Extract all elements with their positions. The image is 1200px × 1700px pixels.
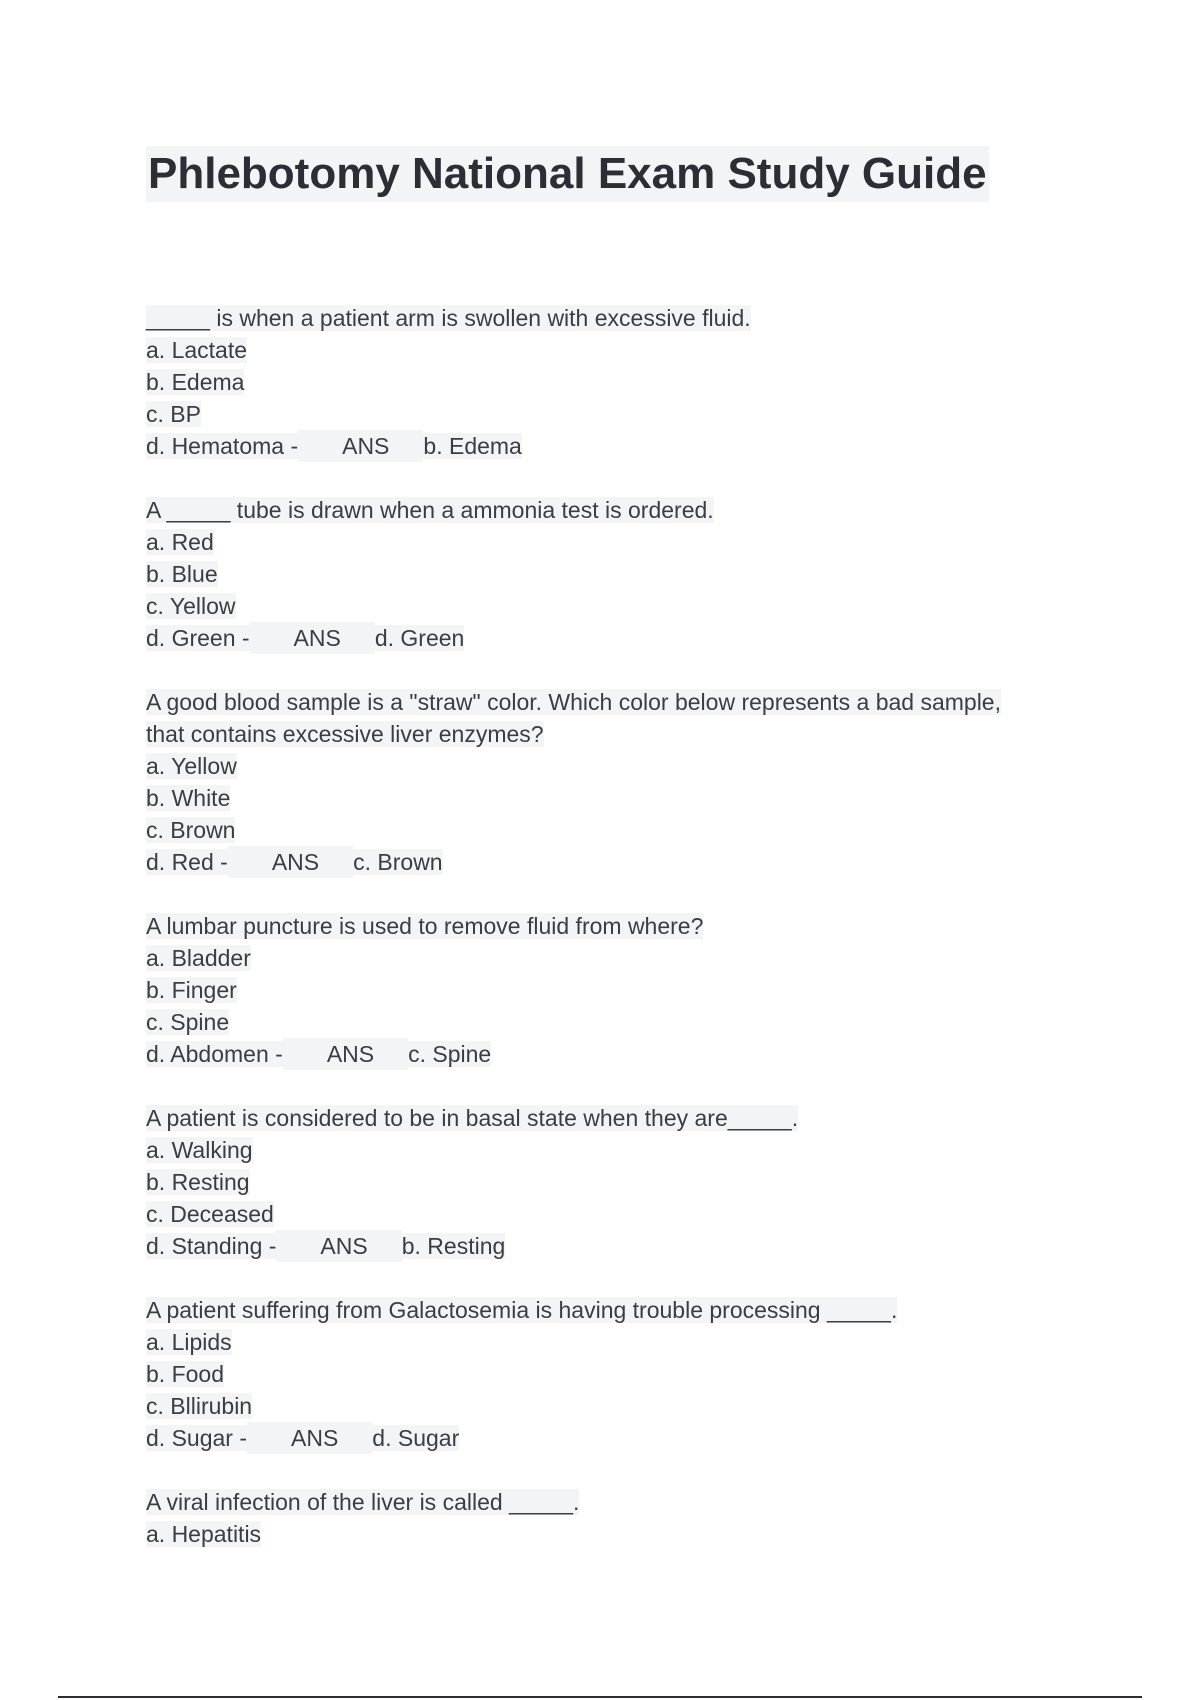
- option-text: c. BP: [146, 401, 201, 427]
- ans-label: ANS: [247, 1422, 372, 1454]
- question-stem: [146, 1294, 1066, 1326]
- option-d-answer-row: [146, 1038, 1066, 1070]
- question-list: [146, 302, 1066, 1550]
- question-stem: [146, 686, 1066, 718]
- option-b: [146, 1166, 1066, 1198]
- option-d-answer-row: [146, 430, 1066, 462]
- option-text: c. Spine: [146, 1009, 230, 1035]
- option-text: c. Yellow: [146, 593, 236, 619]
- question-stem-line: A _____ tube is drawn when a ammonia test is ordered.: [146, 497, 714, 523]
- option-d-text: d. Standing -: [146, 1233, 277, 1259]
- option-d-text: d. Green -: [146, 625, 250, 651]
- ans-label: ANS: [298, 430, 423, 462]
- option-text: a. Walking: [146, 1137, 253, 1163]
- answer-text: c. Brown: [353, 849, 443, 875]
- option-c: [146, 814, 1066, 846]
- option-text: a. Hepatitis: [146, 1521, 262, 1547]
- option-text: c. Bllirubin: [146, 1393, 253, 1419]
- question-stem: [146, 1102, 1066, 1134]
- option-text: a. Bladder: [146, 945, 251, 971]
- option-b: [146, 782, 1066, 814]
- footer-divider: [58, 1696, 1142, 1698]
- answer-text: b. Resting: [401, 1233, 506, 1259]
- question-stem-continued: [146, 718, 1066, 750]
- question-stem-line: A lumbar puncture is used to remove fluid from where?: [146, 913, 704, 939]
- option-text: a. Lipids: [146, 1329, 232, 1355]
- answer-text: c. Spine: [408, 1041, 492, 1067]
- question-stem: [146, 494, 1066, 526]
- option-d-text: d. Abdomen -: [146, 1041, 283, 1067]
- option-c: [146, 398, 1066, 430]
- option-text: a. Yellow: [146, 753, 237, 779]
- option-text: c. Deceased: [146, 1201, 274, 1227]
- ans-label: ANS: [283, 1038, 408, 1070]
- option-a: [146, 334, 1066, 366]
- option-d-text: d. Red -: [146, 849, 228, 875]
- option-text: b. Finger: [146, 977, 237, 1003]
- question-stem-line: A patient suffering from Galactosemia is having trouble processing _____.: [146, 1297, 898, 1323]
- option-a: [146, 942, 1066, 974]
- option-b: [146, 558, 1066, 590]
- question-3: [146, 686, 1066, 878]
- question-5: [146, 1102, 1066, 1262]
- answer-text: d. Green: [374, 625, 465, 651]
- option-a: [146, 1518, 1066, 1550]
- option-a: [146, 750, 1066, 782]
- question-7: [146, 1486, 1066, 1550]
- page-title: Phlebotomy National Exam Study Guide: [146, 146, 989, 202]
- option-b: [146, 974, 1066, 1006]
- question-stem: [146, 910, 1066, 942]
- document-page: [146, 146, 1066, 1582]
- ans-label: ANS: [276, 1230, 401, 1262]
- option-text: c. Brown: [146, 817, 236, 843]
- question-stem-line: A good blood sample is a "straw" color. Which color below represents a bad sample,: [146, 689, 1001, 715]
- option-c: [146, 1198, 1066, 1230]
- option-text: a. Lactate: [146, 337, 248, 363]
- question-stem-line: that contains excessive liver enzymes?: [146, 721, 544, 747]
- question-6: [146, 1294, 1066, 1454]
- option-c: [146, 1006, 1066, 1038]
- option-text: b. Edema: [146, 369, 245, 395]
- option-a: [146, 1326, 1066, 1358]
- question-2: [146, 494, 1066, 654]
- option-d-answer-row: [146, 1230, 1066, 1262]
- option-a: [146, 526, 1066, 558]
- option-text: b. Food: [146, 1361, 224, 1387]
- option-c: [146, 1390, 1066, 1422]
- option-text: b. White: [146, 785, 231, 811]
- option-text: b. Blue: [146, 561, 218, 587]
- option-d-text: d. Sugar -: [146, 1425, 247, 1451]
- option-d-answer-row: [146, 1422, 1066, 1454]
- option-d-text: d. Hematoma -: [146, 433, 299, 459]
- option-b: [146, 366, 1066, 398]
- ans-label: ANS: [228, 846, 353, 878]
- option-b: [146, 1358, 1066, 1390]
- option-d-answer-row: [146, 622, 1066, 654]
- question-stem-line: A patient is considered to be in basal state when they are_____.: [146, 1105, 799, 1131]
- ans-label: ANS: [250, 622, 375, 654]
- option-c: [146, 590, 1066, 622]
- question-4: [146, 910, 1066, 1070]
- question-stem: [146, 1486, 1066, 1518]
- question-stem-line: A viral infection of the liver is called _____.: [146, 1489, 580, 1515]
- question-stem: [146, 302, 1066, 334]
- question-stem-line: _____ is when a patient arm is swollen with excessive fluid.: [146, 305, 751, 331]
- answer-text: b. Edema: [423, 433, 522, 459]
- question-1: [146, 302, 1066, 462]
- answer-text: d. Sugar: [372, 1425, 460, 1451]
- option-a: [146, 1134, 1066, 1166]
- option-text: b. Resting: [146, 1169, 250, 1195]
- option-text: a. Red: [146, 529, 214, 555]
- option-d-answer-row: [146, 846, 1066, 878]
